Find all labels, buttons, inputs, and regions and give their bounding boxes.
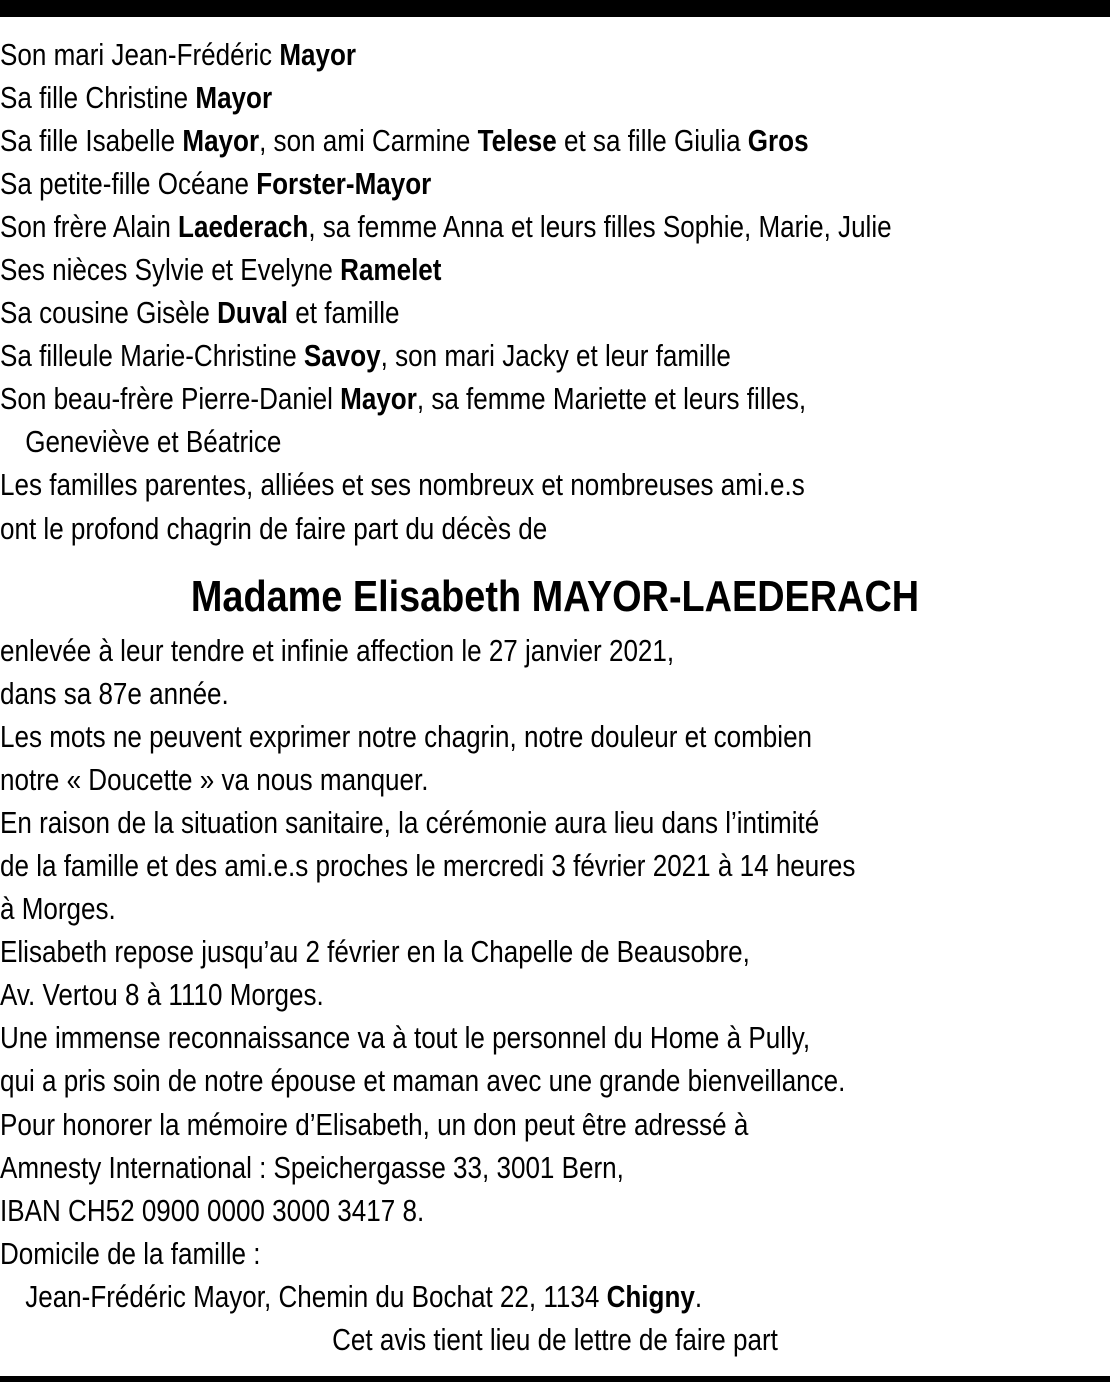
text-line bbox=[89, 1318, 1021, 1361]
text-line bbox=[0, 1103, 932, 1146]
text-segment: à Morges. bbox=[0, 891, 116, 927]
text-segment: enlevée à leur tendre et infinie affection le 27 janvier 2021, bbox=[0, 633, 675, 668]
text-line bbox=[0, 887, 932, 930]
text-segment: IBAN CH52 0900 0000 3000 3417 8. bbox=[0, 1192, 425, 1228]
text-segment: Son beau-frère Pierre-Daniel bbox=[0, 381, 341, 417]
text-segment: Geneviève et Béatrice bbox=[25, 424, 282, 460]
text-line bbox=[0, 801, 932, 844]
surname-bold: Duval bbox=[217, 295, 289, 331]
surname-bold: Mayor bbox=[195, 80, 273, 116]
text-line bbox=[0, 715, 932, 758]
text-segment: Elisabeth repose jusqu’au 2 février en la Chapelle de Beausobre, bbox=[0, 934, 750, 970]
text-segment: Ses nièces Sylvie et Evelyne bbox=[0, 252, 341, 288]
text-segment: Les mots ne peuvent exprimer notre chagrin, notre douleur et combien bbox=[0, 719, 813, 755]
surname-bold: Ramelet bbox=[340, 252, 442, 288]
text-line bbox=[0, 844, 932, 887]
text-line bbox=[0, 76, 932, 119]
text-line bbox=[0, 672, 932, 715]
text-segment: Son mari Jean-Frédéric bbox=[0, 37, 280, 72]
text-line bbox=[0, 507, 932, 550]
deceased-name: Madame Elisabeth MAYOR-LAEDERACH bbox=[190, 572, 920, 621]
surname-bold: Laederach bbox=[178, 209, 309, 245]
surname-bold: Savoy bbox=[303, 338, 381, 374]
text-segment: Domicile de la famille : bbox=[0, 1235, 261, 1271]
text-line bbox=[0, 33, 932, 76]
text-line bbox=[0, 629, 932, 672]
surname-bold: Gros bbox=[747, 123, 809, 159]
text-line bbox=[0, 930, 932, 973]
text-segment: Les familles parentes, alliées et ses nombreux et nombreuses ami.e.s bbox=[0, 467, 805, 503]
text-line bbox=[0, 1059, 932, 1102]
text-segment: , son mari Jacky et leur famille bbox=[380, 338, 731, 374]
text-segment: Av. Vertou 8 à 1110 Morges. bbox=[0, 977, 324, 1013]
text-line bbox=[0, 162, 932, 205]
text-line bbox=[0, 334, 932, 377]
announcement-body bbox=[0, 629, 1110, 1361]
text-line bbox=[0, 463, 932, 506]
text-line bbox=[0, 119, 932, 162]
surname-bold: Telese bbox=[477, 123, 557, 159]
text-segment: . bbox=[694, 1278, 703, 1314]
text-line bbox=[0, 1146, 932, 1189]
text-segment: ont le profond chagrin de faire part du décès de bbox=[0, 510, 548, 546]
text-segment: de la famille et des ami.e.s proches le mercredi 3 février 2021 à 14 heures bbox=[0, 848, 856, 884]
text-segment: et famille bbox=[288, 295, 400, 331]
text-segment: Sa cousine Gisèle bbox=[0, 295, 218, 331]
surname-bold: Chigny bbox=[606, 1278, 695, 1314]
text-line bbox=[0, 1275, 932, 1318]
text-line bbox=[0, 758, 932, 801]
bottom-rule bbox=[0, 1376, 1110, 1382]
text-line bbox=[0, 291, 932, 334]
text-segment: , son ami Carmine bbox=[259, 123, 478, 159]
text-segment: Sa filleule Marie-Christine bbox=[0, 338, 304, 374]
text-segment: Cet avis tient lieu de lettre de faire part bbox=[332, 1321, 778, 1357]
text-segment: dans sa 87e année. bbox=[0, 676, 229, 712]
text-segment: notre « Doucette » va nous manquer. bbox=[0, 762, 429, 798]
text-segment: Jean-Frédéric Mayor, Chemin du Bochat 22, 1134 bbox=[25, 1278, 607, 1314]
text-segment: Son frère Alain bbox=[0, 209, 179, 245]
family-list bbox=[0, 33, 1110, 550]
text-line bbox=[0, 377, 932, 420]
text-line bbox=[0, 973, 932, 1016]
surname-bold: Forster-Mayor bbox=[256, 166, 432, 202]
text-line bbox=[0, 420, 932, 463]
text-line bbox=[0, 1189, 932, 1232]
text-segment: qui a pris soin de notre épouse et maman avec une grande bienveillance. bbox=[0, 1063, 846, 1099]
top-rule bbox=[0, 0, 1110, 17]
text-line bbox=[0, 1232, 932, 1275]
surname-bold: Mayor bbox=[182, 123, 260, 159]
text-line bbox=[0, 248, 932, 291]
text-segment: , sa femme Mariette et leurs filles, bbox=[416, 381, 807, 417]
text-segment: et sa fille Giulia bbox=[556, 123, 748, 159]
surname-bold: Mayor bbox=[279, 37, 357, 72]
text-segment: Une immense reconnaissance va à tout le personnel du Home à Pully, bbox=[0, 1020, 811, 1056]
text-segment: , sa femme Anna et leurs filles Sophie, Marie, Julie bbox=[308, 209, 892, 245]
text-segment: En raison de la situation sanitaire, la cérémonie aura lieu dans l’intimité bbox=[0, 805, 820, 841]
surname-bold: Mayor bbox=[340, 381, 417, 417]
text-segment: Sa fille Christine bbox=[0, 80, 196, 116]
text-segment: Sa petite-fille Océane bbox=[0, 166, 257, 202]
text-segment: Pour honorer la mémoire d’Elisabeth, un don peut être adressé à bbox=[0, 1106, 749, 1142]
text-line bbox=[0, 205, 932, 248]
text-segment: Amnesty International : Speichergasse 33, 3001 Bern, bbox=[0, 1149, 624, 1185]
text-segment: Sa fille Isabelle bbox=[0, 123, 183, 159]
text-line bbox=[0, 1016, 932, 1059]
